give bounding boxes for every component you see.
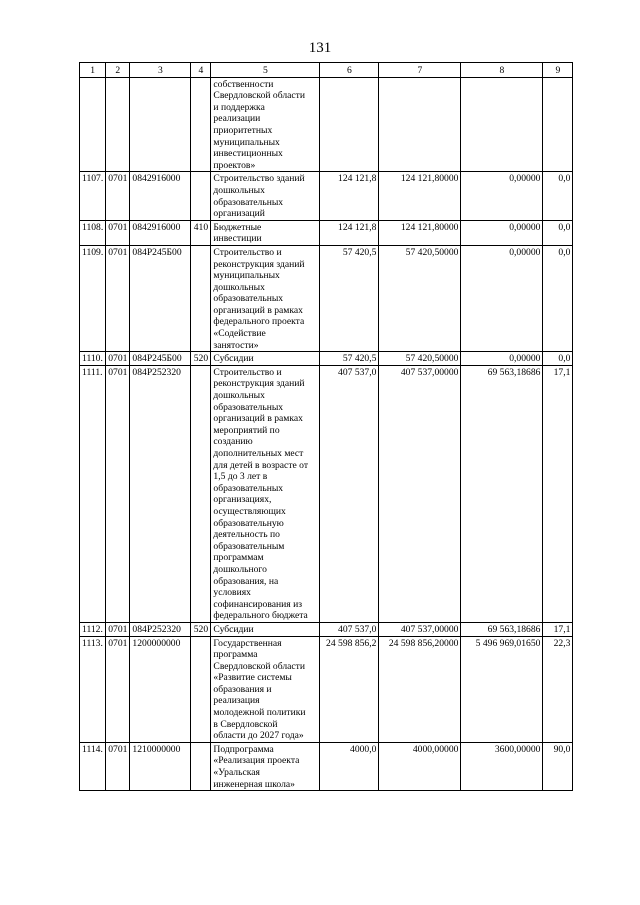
target-code-cell: 084P245Б00 xyxy=(130,245,191,351)
row-number-cell: 1111. xyxy=(80,365,106,622)
target-code-cell: 0842916000 xyxy=(130,172,191,220)
item-name-cell: Бюджетные инвестиции xyxy=(211,220,320,245)
header-row xyxy=(80,63,573,78)
column-header-6: 6 xyxy=(320,63,379,78)
percent-cell: 0,0 xyxy=(543,220,573,245)
target-code-cell: 1200000000 xyxy=(130,636,191,742)
approved-cell: 124 121,80000 xyxy=(379,172,461,220)
expense-type-cell: 520 xyxy=(191,352,211,366)
table-row xyxy=(80,365,573,622)
percent-cell: 0,0 xyxy=(543,245,573,351)
executed-cell: 69 563,18686 xyxy=(461,365,543,622)
expense-type-cell: 520 xyxy=(191,622,211,636)
item-name-cell: Субсидии xyxy=(211,352,320,366)
percent-cell: 17,1 xyxy=(543,622,573,636)
column-header-7: 7 xyxy=(379,63,461,78)
item-name-cell: Строительство и реконструкция зданий муниципальных дошкольных образовательных организаций в рамках федерального проекта «Содействие занятости» xyxy=(211,245,320,351)
item-name-cell: Строительство зданий дошкольных образовательных организаций xyxy=(211,172,320,220)
item-name-cell: Субсидии xyxy=(211,622,320,636)
row-number-cell: 1110. xyxy=(80,352,106,366)
expense-type-cell xyxy=(191,742,211,790)
expense-type-cell xyxy=(191,365,211,622)
row-number-cell: 1113. xyxy=(80,636,106,742)
percent-cell: 90,0 xyxy=(543,742,573,790)
executed-cell: 0,00000 xyxy=(461,220,543,245)
target-code-cell: 084P252320 xyxy=(130,365,191,622)
column-header-5: 5 xyxy=(211,63,320,78)
column-header-3: 3 xyxy=(130,63,191,78)
page-number: 131 xyxy=(308,40,332,56)
amount-cell: 57 420,5 xyxy=(320,245,379,351)
percent-cell: 17,1 xyxy=(543,365,573,622)
section-code-cell: 0701 xyxy=(106,220,130,245)
target-code-cell: 1210000000 xyxy=(130,742,191,790)
table-row xyxy=(80,172,573,220)
approved-cell: 407 537,00000 xyxy=(379,365,461,622)
executed-cell: 3600,00000 xyxy=(461,742,543,790)
row-number-cell: 1108. xyxy=(80,220,106,245)
executed-cell: 5 496 969,01650 xyxy=(461,636,543,742)
amount-cell: 57 420,5 xyxy=(320,352,379,366)
expense-type-cell xyxy=(191,245,211,351)
approved-cell: 57 420,50000 xyxy=(379,352,461,366)
section-code-cell: 0701 xyxy=(106,622,130,636)
column-header-8: 8 xyxy=(461,63,543,78)
amount-cell: 4000,0 xyxy=(320,742,379,790)
approved-cell xyxy=(379,77,461,172)
percent-cell xyxy=(543,77,573,172)
section-code-cell: 0701 xyxy=(106,365,130,622)
expense-type-cell: 410 xyxy=(191,220,211,245)
executed-cell: 0,00000 xyxy=(461,245,543,351)
column-header-9: 9 xyxy=(543,63,573,78)
section-code-cell: 0701 xyxy=(106,352,130,366)
row-number-cell: 1112. xyxy=(80,622,106,636)
amount-cell: 124 121,8 xyxy=(320,172,379,220)
item-name-cell: Подпрограмма «Реализация проекта «Уральская инженерная школа» xyxy=(211,742,320,790)
executed-cell: 0,00000 xyxy=(461,352,543,366)
budget-table xyxy=(79,62,573,791)
section-code-cell xyxy=(106,77,130,172)
target-code-cell: 084P245Б00 xyxy=(130,352,191,366)
percent-cell: 22,3 xyxy=(543,636,573,742)
row-number-cell xyxy=(80,77,106,172)
executed-cell: 0,00000 xyxy=(461,172,543,220)
section-code-cell: 0701 xyxy=(106,172,130,220)
percent-cell: 0,0 xyxy=(543,352,573,366)
row-number-cell: 1107. xyxy=(80,172,106,220)
executed-cell xyxy=(461,77,543,172)
row-number-cell: 1109. xyxy=(80,245,106,351)
table-row xyxy=(80,742,573,790)
expense-type-cell xyxy=(191,172,211,220)
expense-type-cell xyxy=(191,77,211,172)
expense-type-cell xyxy=(191,636,211,742)
table-row xyxy=(80,220,573,245)
section-code-cell: 0701 xyxy=(106,742,130,790)
table-row xyxy=(80,622,573,636)
approved-cell: 407 537,00000 xyxy=(379,622,461,636)
column-header-4: 4 xyxy=(191,63,211,78)
column-header-1: 1 xyxy=(80,63,106,78)
percent-cell: 0,0 xyxy=(543,172,573,220)
approved-cell: 57 420,50000 xyxy=(379,245,461,351)
target-code-cell: 084P252320 xyxy=(130,622,191,636)
row-number-cell: 1114. xyxy=(80,742,106,790)
approved-cell: 4000,00000 xyxy=(379,742,461,790)
section-code-cell: 0701 xyxy=(106,636,130,742)
table-row xyxy=(80,245,573,351)
table-row xyxy=(80,636,573,742)
table-row xyxy=(80,352,573,366)
approved-cell: 24 598 856,20000 xyxy=(379,636,461,742)
amount-cell: 24 598 856,2 xyxy=(320,636,379,742)
item-name-cell: Строительство и реконструкция зданий дошкольных образовательных организаций в рамках мероприятий по созданию дополнительных мест для детей в возрасте от 1,5 до 3 лет в образовательных организациях, осуществляющих образовательную деятельность по образовательным программам дошкольного образования, на условиях софинансирования из федерального бюджета xyxy=(211,365,320,622)
target-code-cell: 0842916000 xyxy=(130,220,191,245)
column-header-2: 2 xyxy=(106,63,130,78)
amount-cell: 407 537,0 xyxy=(320,365,379,622)
target-code-cell xyxy=(130,77,191,172)
item-name-cell: собственности Свердловской области и поддержка реализации приоритетных муниципальных инвестиционных проектов» xyxy=(211,77,320,172)
executed-cell: 69 563,18686 xyxy=(461,622,543,636)
amount-cell xyxy=(320,77,379,172)
approved-cell: 124 121,80000 xyxy=(379,220,461,245)
section-code-cell: 0701 xyxy=(106,245,130,351)
amount-cell: 407 537,0 xyxy=(320,622,379,636)
item-name-cell: Государственная программа Свердловской области «Развитие системы образования и реализация молодежной политики в Свердловской области до 2027 года» xyxy=(211,636,320,742)
amount-cell: 124 121,8 xyxy=(320,220,379,245)
table-row xyxy=(80,77,573,172)
